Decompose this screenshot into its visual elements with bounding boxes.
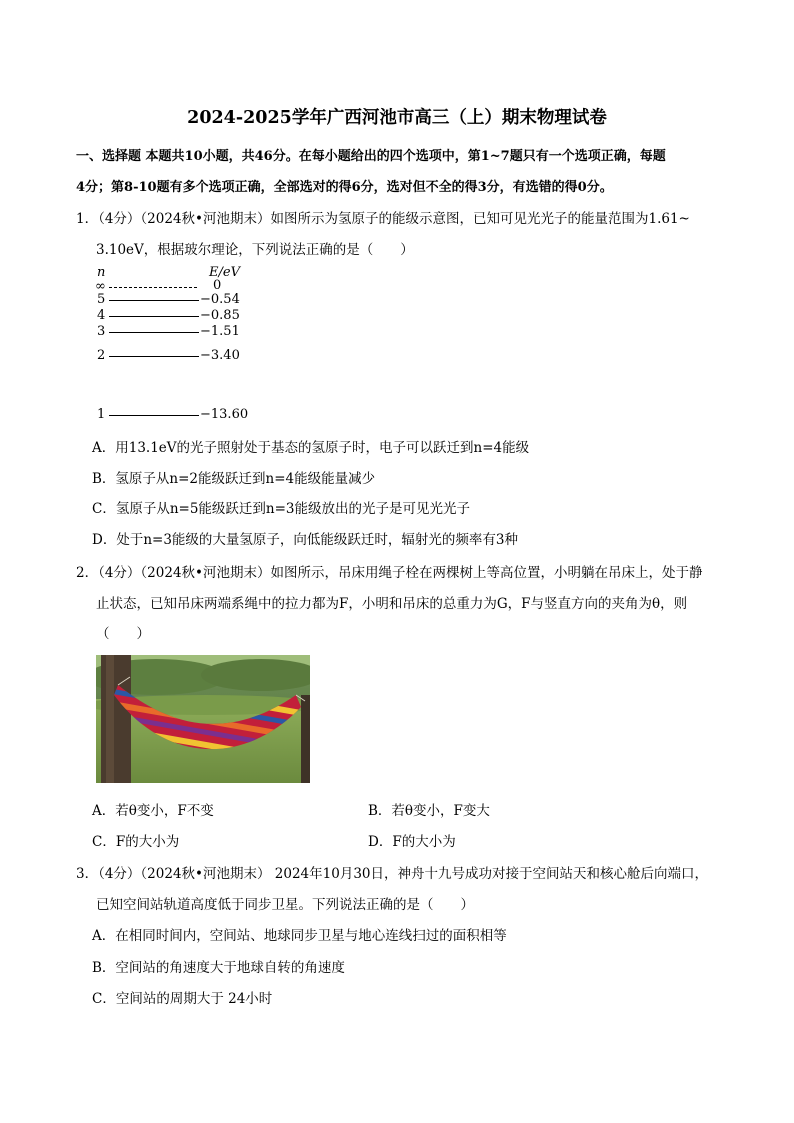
level-energy-5: −0.54 — [200, 292, 240, 307]
question-3-stem-line2: 已知空间站轨道高度低于同步卫星。下列说法正确的是（ ） — [96, 897, 474, 913]
question-2-stem-line3: （ ） — [96, 626, 150, 642]
question-2-stem-line2: 止状态，已知吊床两端系绳中的拉力都为F，小明和吊床的总重力为G，F与竖直方向的夹角为θ，则 — [96, 596, 688, 612]
question-1-stem-line2: 3.10eV，根据玻尔理论，下列说法正确的是（ ） — [96, 242, 414, 258]
energy-level-diagram — [92, 262, 262, 427]
level-n-5: 5 — [97, 292, 106, 307]
question-2-option-d: D．F的大小为 — [368, 834, 456, 850]
level-n-3: 3 — [97, 324, 106, 339]
level-n-infinity: ∞ — [95, 279, 106, 294]
question-3-option-a: A．在相同时间内，空间站、地球同步卫星与地心连线扫过的面积相等 — [92, 928, 507, 944]
level-line-infinity — [109, 287, 197, 288]
n-axis-label: n — [97, 265, 106, 280]
level-line-4 — [109, 316, 199, 317]
level-energy-4: −0.85 — [200, 308, 240, 323]
question-3-option-b: B．空间站的角速度大于地球自转的角速度 — [92, 960, 345, 976]
question-1-option-b: B．氢原子从n=2能级跃迁到n=4能级能量减少 — [92, 471, 376, 487]
level-energy-1: −13.60 — [200, 407, 249, 422]
question-3-option-c: C．空间站的周期大于 24小时 — [92, 991, 273, 1007]
level-energy-2: −3.40 — [200, 348, 240, 363]
level-line-2 — [109, 356, 199, 357]
level-line-5 — [109, 300, 199, 301]
question-1-option-d: D．处于n=3能级的大量氢原子，向低能级跃迁时，辐射光的频率有3种 — [92, 532, 519, 548]
level-n-2: 2 — [97, 348, 106, 363]
question-1-stem-line1: 1．（4分）（2024秋•河池期末）如图所示为氢原子的能级示意图，已知可见光光子的能量范围为1.61~ — [76, 211, 690, 227]
page-title: 2024-2025学年广西河池市高三（上）期末物理试卷 — [187, 108, 607, 128]
level-energy-infinity: 0 — [213, 278, 222, 293]
question-1-option-c: C．氢原子从n=5能级跃迁到n=3能级放出的光子是可见光光子 — [92, 501, 471, 517]
level-n-4: 4 — [97, 308, 106, 323]
level-n-1: 1 — [97, 407, 106, 422]
question-2-option-c: C．F的大小为 — [92, 834, 180, 850]
question-2-option-b: B．若θ变小，F变大 — [368, 803, 490, 819]
question-3-stem-line1: 3．（4分）（2024秋•河池期末） 2024年10月30日，神舟十九号成功对接于空间站天和核心舱后向端口， — [76, 866, 709, 882]
section-instructions-line2: 4分；第8-10题有多个选项正确，全部选对的得6分，选对但不全的得3分，有选错的得0分。 — [76, 180, 613, 195]
question-2-stem-line1: 2．（4分）（2024秋•河池期末）如图所示，吊床用绳子栓在两棵树上等高位置，小明躺在吊床上，处于静 — [76, 565, 703, 581]
level-line-3 — [109, 332, 199, 333]
energy-axis-label: E/eV — [209, 265, 240, 280]
question-1-option-a: A．用13.1eV的光子照射处于基态的氢原子时，电子可以跃迁到n=4能级 — [92, 440, 530, 456]
level-line-1 — [109, 415, 199, 416]
question-2-option-a: A．若θ变小，F不变 — [92, 803, 214, 819]
hammock-photo — [96, 655, 310, 783]
level-energy-3: −1.51 — [200, 324, 240, 339]
section-instructions-line1: 一、选择题 本题共10小题，共46分。在每小题给出的四个选项中，第1~7题只有一个选项正确，每题 — [76, 149, 666, 164]
